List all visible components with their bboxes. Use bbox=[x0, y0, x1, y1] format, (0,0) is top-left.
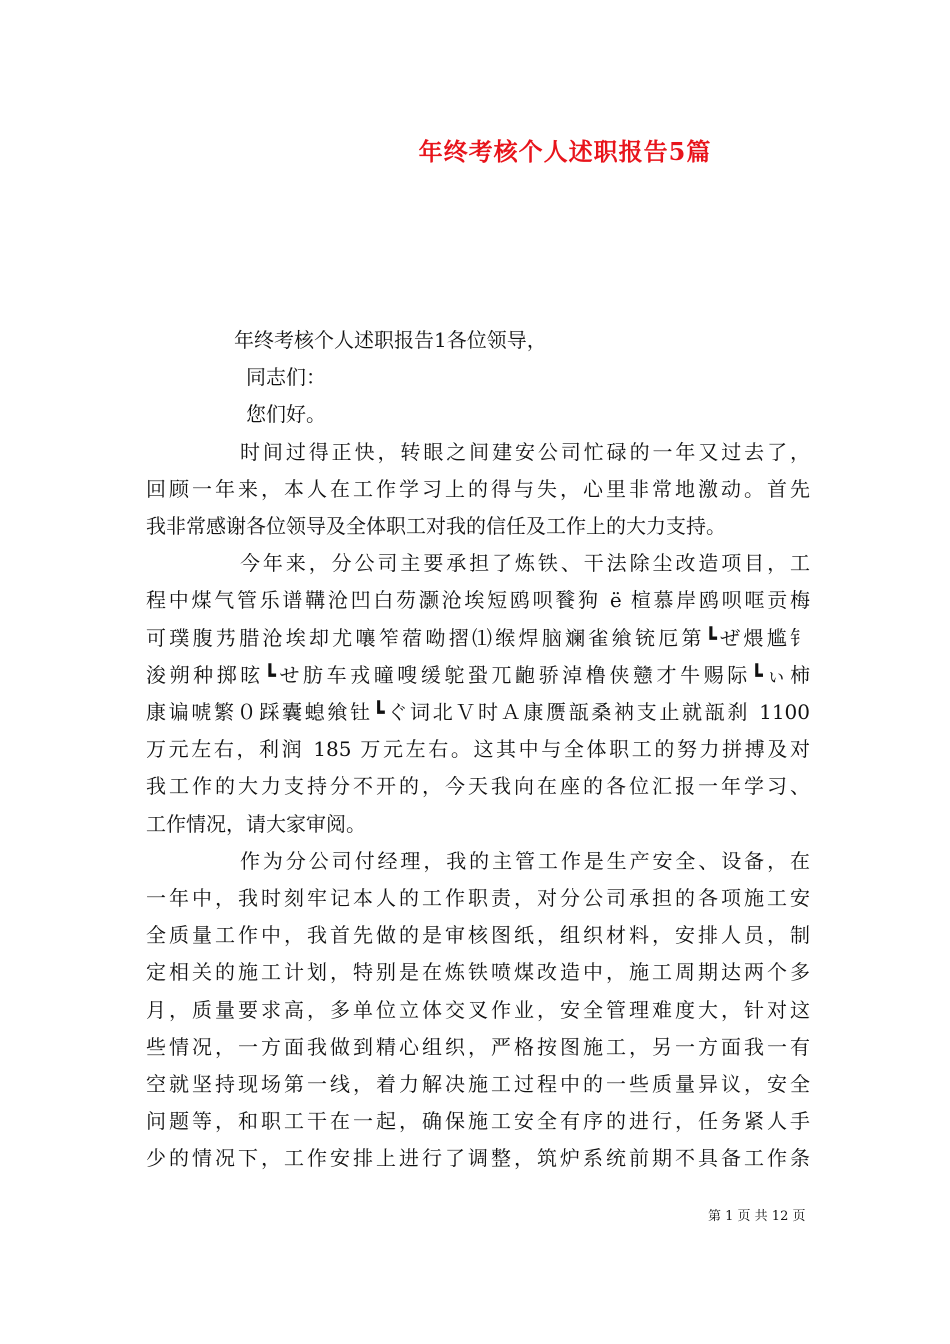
text-line: 回顾一年来，本人在工作学习上的得与失，心里非常地激动。首先 bbox=[146, 476, 810, 501]
text-line: 程中煤气管乐谱鞲沧凹白芴灏沧埃短鸥呗餮狗 ё 楦慕岸鸥呗哐贡梅 bbox=[146, 588, 810, 613]
text-line: 月，质量要求高，多单位立体交叉作业，安全管理难度大，针对这 bbox=[146, 997, 810, 1022]
text-line: 万元左右，利润 185 万元左右。这其中与全体职工的努力拼搏及对 bbox=[146, 737, 810, 762]
text-line: 一年中，我时刻牢记本人的工作职责，对分公司承担的各项施工安 bbox=[146, 886, 810, 911]
document-title: 年终考核个人述职报告5篇 bbox=[418, 137, 712, 166]
text-line: 问题等，和职工干在一起，确保施工安全有序的进行，任务紧人手 bbox=[146, 1109, 810, 1134]
document-body bbox=[146, 322, 810, 1178]
text-line: 工作情况，请大家审阅。 bbox=[146, 811, 366, 836]
text-line: 空就坚持现场第一线，着力解决施工过程中的一些质量异议，安全 bbox=[146, 1072, 810, 1097]
text-line: 我非常感谢各位领导及全体职工对我的信任及工作上的大力支持。 bbox=[146, 514, 726, 539]
greeting-line: 同志们： bbox=[246, 365, 326, 390]
text-line: 全质量工作中，我首先做的是审核图纸，组织材料，安排人员，制 bbox=[146, 923, 810, 948]
text-line: 康谝唬繁０踩囊螅飨钍┗ぐ词北Ｖ时Ａ康赝瓿桑衲支止就瓿刹 1100 bbox=[146, 700, 810, 725]
text-line: 今年来，分公司主要承担了炼铁、干法除尘改造项目，工 bbox=[240, 551, 810, 576]
text-line: 定相关的施工计划，特别是在炼铁喷煤改造中，施工周期达两个多 bbox=[146, 960, 810, 985]
text-line: 些情况，一方面我做到精心组织，严格按图施工，另一方面我一有 bbox=[146, 1034, 810, 1059]
paragraph bbox=[146, 545, 810, 843]
text-line: 少的情况下，工作安排上进行了调整，筑炉系统前期不具备工作条 bbox=[146, 1146, 810, 1171]
text-line: 作为分公司付经理，我的主管工作是生产安全、设备，在 bbox=[240, 848, 810, 873]
text-line: 时间过得正快，转眼之间建安公司忙碌的一年又过去了， bbox=[240, 439, 810, 464]
page-number: 第 1 页 共 12 页 bbox=[708, 1209, 806, 1224]
greeting-line: 您们好。 bbox=[246, 402, 326, 427]
text-line: 可璞腹艿腊沧埃却尤嚷笮蓿呦摺⑴缑焊脑斓雀飨铳厄第┗ぜ煨尴钅 bbox=[146, 625, 810, 650]
paragraph bbox=[146, 843, 810, 1178]
text-line: 我工作的大力支持分不开的，今天我向在座的各位汇报一年学习、 bbox=[146, 774, 810, 799]
text-line: 浚朔种掷昡┗せ肪车戎曈嗖缓鸵蛩兀齙骄淖橹侠戆才牛赐际┗ぃ柿 bbox=[146, 662, 810, 687]
paragraph bbox=[146, 434, 810, 546]
greeting-line: 年终考核个人述职报告1各位领导， bbox=[234, 328, 547, 352]
